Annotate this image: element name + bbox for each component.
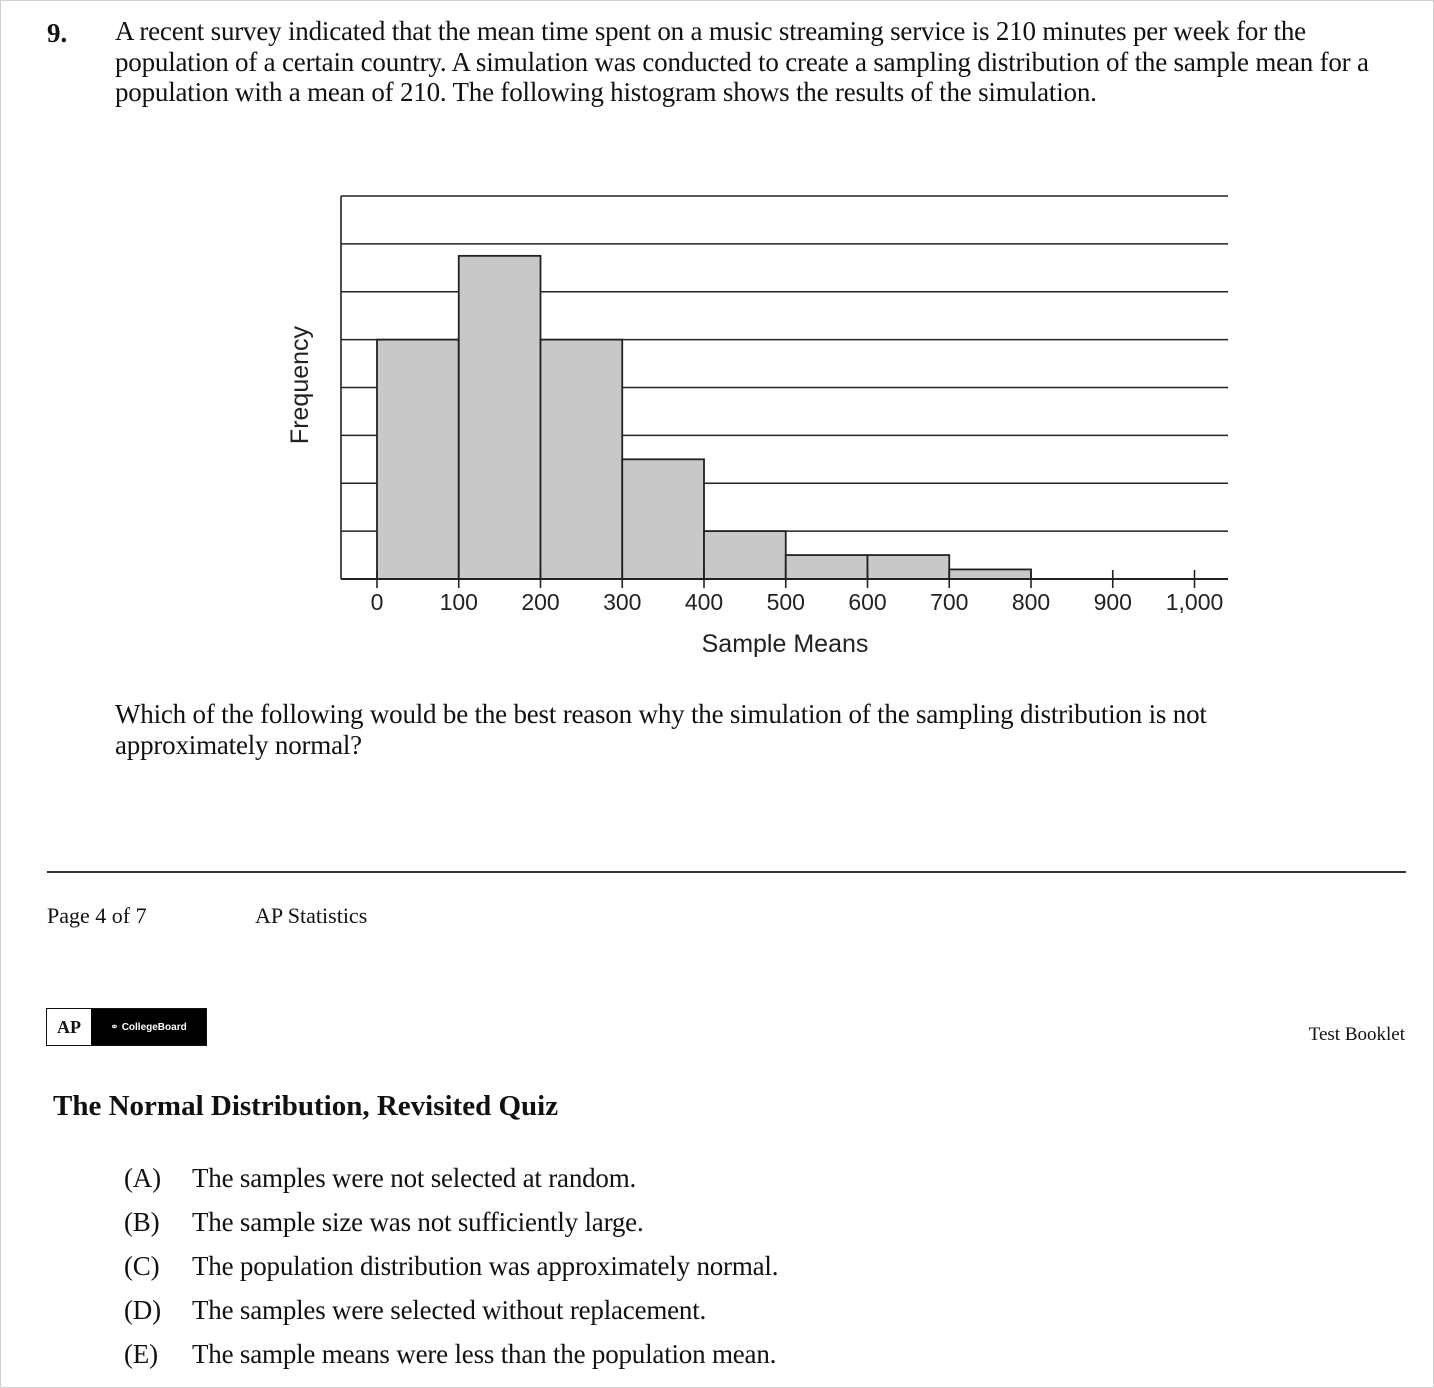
histogram-bar [868, 555, 950, 579]
choice-text: The sample means were less than the population mean. [192, 1339, 777, 1369]
question-number: 9. [47, 18, 68, 48]
x-tick-label: 600 [848, 589, 887, 615]
x-tick-label: 100 [439, 589, 478, 615]
x-tick-label: 400 [684, 589, 724, 615]
histogram-bar [622, 459, 704, 579]
choice-text: The population distribution was approximately normal. [192, 1251, 779, 1281]
ap-collegeboard-logo [46, 1008, 207, 1046]
histogram-svg [270, 180, 1250, 670]
collegeboard-logo-text: CollegeBoard [121, 1021, 187, 1033]
x-tick-label: 500 [766, 589, 805, 615]
question-text: A recent survey indicated that the mean time spent on a music streaming service is 210 minutes per week for the population of a certain country. A simulation was conducted to create a sampling distribution of the sample mean for a population with a mean of 210. The following histogram shows the results of the simulation. [115, 16, 1369, 107]
acorn-icon: ⚭ [110, 1021, 119, 1033]
choice-e[interactable] [124, 1336, 778, 1380]
test-booklet-label: Test Booklet [1308, 1024, 1405, 1045]
histogram-bar [704, 531, 786, 579]
histogram-bar [949, 569, 1031, 579]
x-tick-label: 0 [370, 589, 384, 615]
choice-letter: (C) [124, 1251, 160, 1281]
choice-d[interactable] [124, 1292, 778, 1336]
choice-a[interactable] [124, 1160, 778, 1204]
question-prompt: Which of the following would be the best reason why the simulation of the sampling distribution is not approximately normal? [115, 699, 1207, 760]
choice-letter: (A) [124, 1163, 161, 1193]
x-tick-label: 700 [930, 589, 969, 615]
collegeboard-logo [91, 1009, 206, 1045]
histogram-bar [377, 340, 459, 579]
page-number: Page 4 of 7 [47, 903, 147, 928]
y-axis-label: Frequency [286, 325, 314, 445]
choice-b[interactable] [124, 1204, 778, 1248]
histogram-bar [541, 340, 623, 579]
x-tick-label: 1,000 [1165, 589, 1224, 615]
ap-logo-text: AP [47, 1009, 91, 1045]
choice-letter: (D) [124, 1295, 161, 1325]
choice-c[interactable] [124, 1248, 778, 1292]
x-tick-label: 800 [1011, 589, 1051, 615]
choice-text: The samples were not selected at random. [192, 1163, 637, 1193]
choice-text: The sample size was not sufficiently large. [192, 1207, 644, 1237]
course-name: AP Statistics [255, 903, 368, 928]
choice-text: The samples were selected without replacement. [192, 1295, 707, 1325]
choice-letter: (E) [124, 1339, 158, 1369]
quiz-title: The Normal Distribution, Revisited Quiz [53, 1090, 559, 1122]
x-tick-label: 200 [521, 589, 560, 615]
choice-letter: (B) [124, 1207, 160, 1237]
answer-choices [124, 1160, 778, 1380]
histogram-bar [786, 555, 868, 579]
x-axis-label: Sample Means [701, 630, 869, 658]
page-divider [47, 871, 1406, 873]
x-tick-label: 900 [1093, 589, 1132, 615]
histogram-bar [459, 256, 541, 579]
x-tick-labels [371, 589, 1224, 615]
x-tick-label: 300 [603, 589, 642, 615]
histogram-chart [270, 180, 1250, 670]
